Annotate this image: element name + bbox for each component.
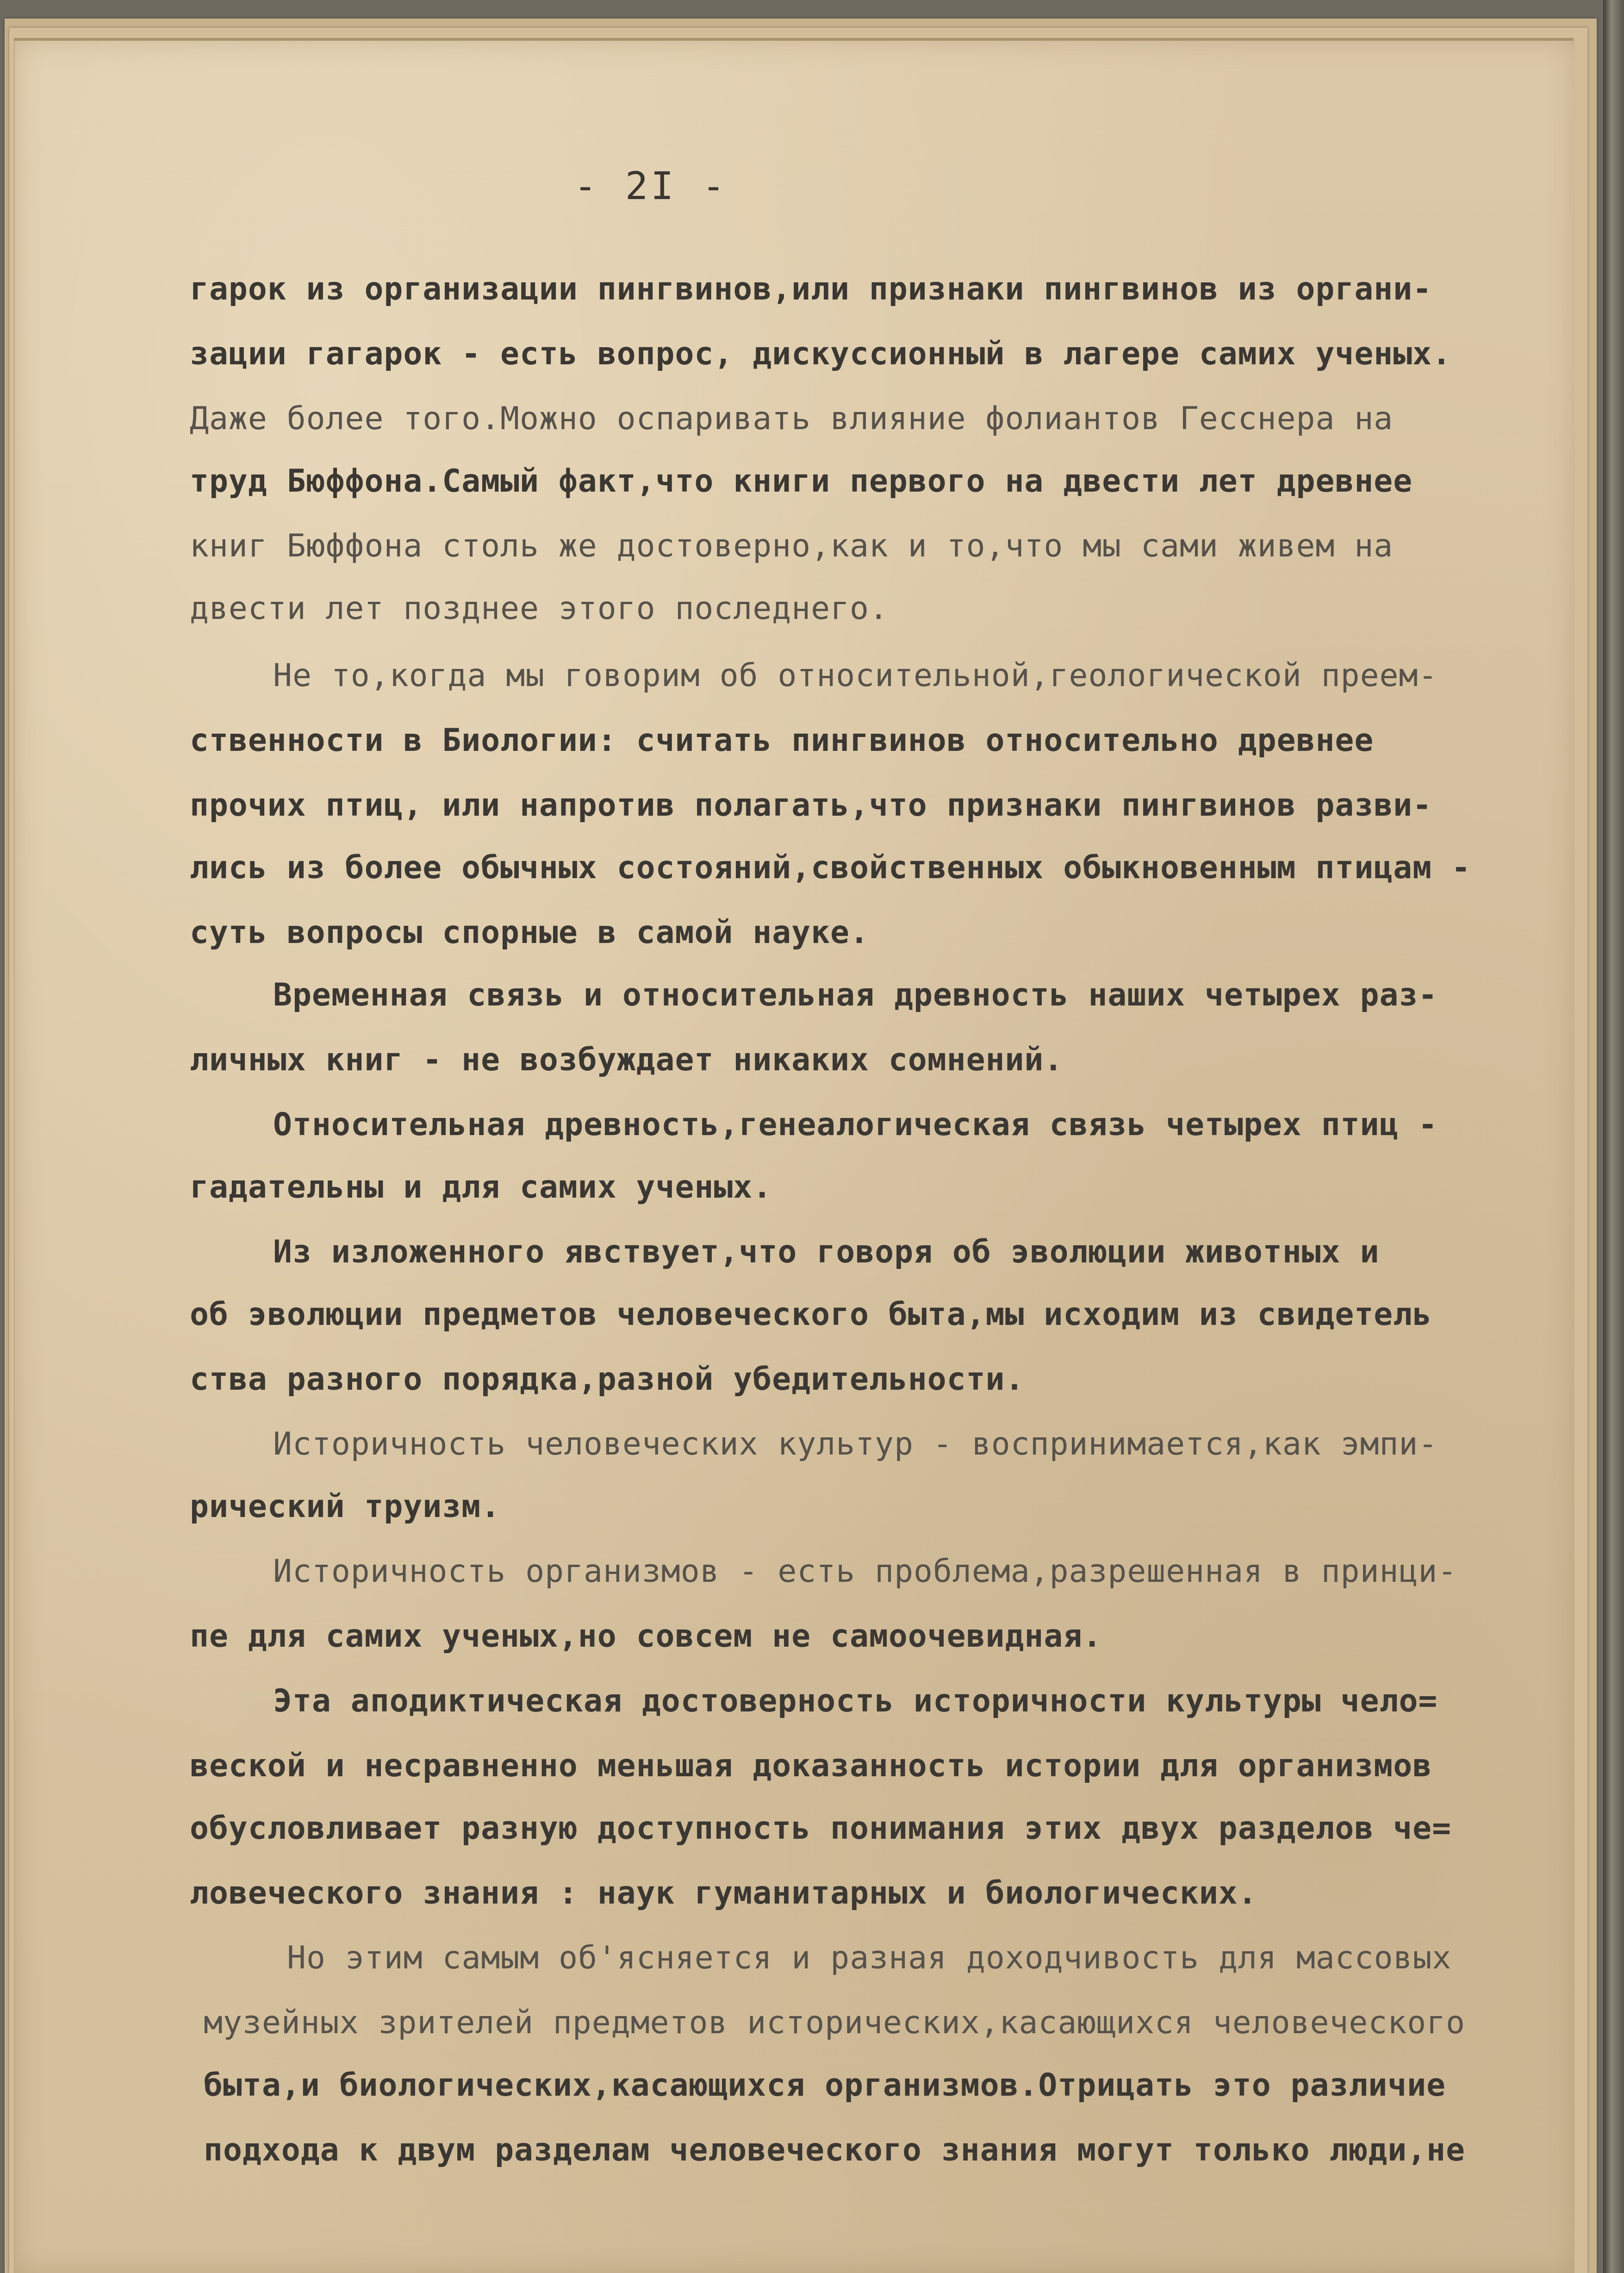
text-line: Не то,когда мы говорим об относительной,геологической преем- (273, 657, 1438, 694)
page-number: - 2I - (574, 164, 728, 208)
text-line: гадательны и для самих ученых. (190, 1169, 772, 1205)
binder-edge (1603, 0, 1624, 2273)
text-line: ства разного порядка,разной убедительности. (190, 1361, 1025, 1398)
text-line: книг Бюффона столь же достоверно,как и то,что мы сами живем на (190, 528, 1394, 564)
typewritten-page (14, 39, 1574, 2273)
text-line: обусловливает разную доступность понимания этих двух разделов че= (190, 1810, 1452, 1847)
text-line: ловеческого знания : наук гуманитарных и биологических. (190, 1875, 1257, 1911)
page-top-edge (14, 38, 1574, 41)
text-line: двести лет позднее этого последнего. (190, 590, 889, 627)
text-line: прочих птиц, или напротив полагать,что признаки пингвинов разви- (190, 787, 1432, 824)
text-line: подхода к двум разделам человеческого знания могут только люди,не (204, 2132, 1466, 2168)
text-line: труд Бюффона.Самый факт,что книги первого на двести лет древнее (190, 463, 1413, 500)
text-line: об эволюции предметов человеческого быта,мы исходим из свидетель (190, 1296, 1432, 1333)
text-line: Эта аподиктическая достоверность историчности культуры чело= (273, 1683, 1438, 1719)
text-line: ственности в Биологии: считать пингвинов относительно древнее (190, 722, 1374, 759)
text-line: Временная связь и относительная древность наших четырех раз- (273, 977, 1438, 1013)
text-line: лись из более обычных состояний,свойственных обыкновенным птицам - (190, 849, 1471, 886)
text-line: личных книг - не возбуждает никаких сомнений. (190, 1042, 1064, 1078)
text-line: веской и несравненно меньшая доказанность истории для организмов (190, 1748, 1432, 1784)
text-line: Относительная древность,генеалогическая связь четырех птиц - (273, 1106, 1438, 1143)
text-line: рический труизм. (190, 1488, 501, 1525)
text-line: Историчность организмов - есть проблема,разрешенная в принци- (273, 1553, 1457, 1590)
text-line: Но этим самым об'ясняется и разная доходчивость для массовых (287, 1940, 1452, 1976)
text-line: Из изложенного явствует,что говоря об эволюции животных и (273, 1234, 1380, 1270)
text-line: гарок из организации пингвинов,или признаки пингвинов из органи- (190, 271, 1432, 307)
text-line: суть вопросы спорные в самой науке. (190, 914, 869, 951)
text-line: зации гагарок - есть вопрос, дискуссионный в лагере самих ученых. (190, 336, 1452, 372)
text-line: Историчность человеческих культур - воспринимается,как эмпи- (273, 1426, 1438, 1462)
text-line: быта,и биологических,касающихся организмов.Отрицать это различие (204, 2067, 1446, 2104)
text-line: Даже более того.Можно оспаривать влияние фолиантов Гесснера на (190, 400, 1394, 437)
text-line: пе для самих ученых,но совсем не самоочевидная. (190, 1618, 1102, 1655)
text-line: музейных зрителей предметов исторических,касающихся человеческого (204, 2004, 1466, 2041)
